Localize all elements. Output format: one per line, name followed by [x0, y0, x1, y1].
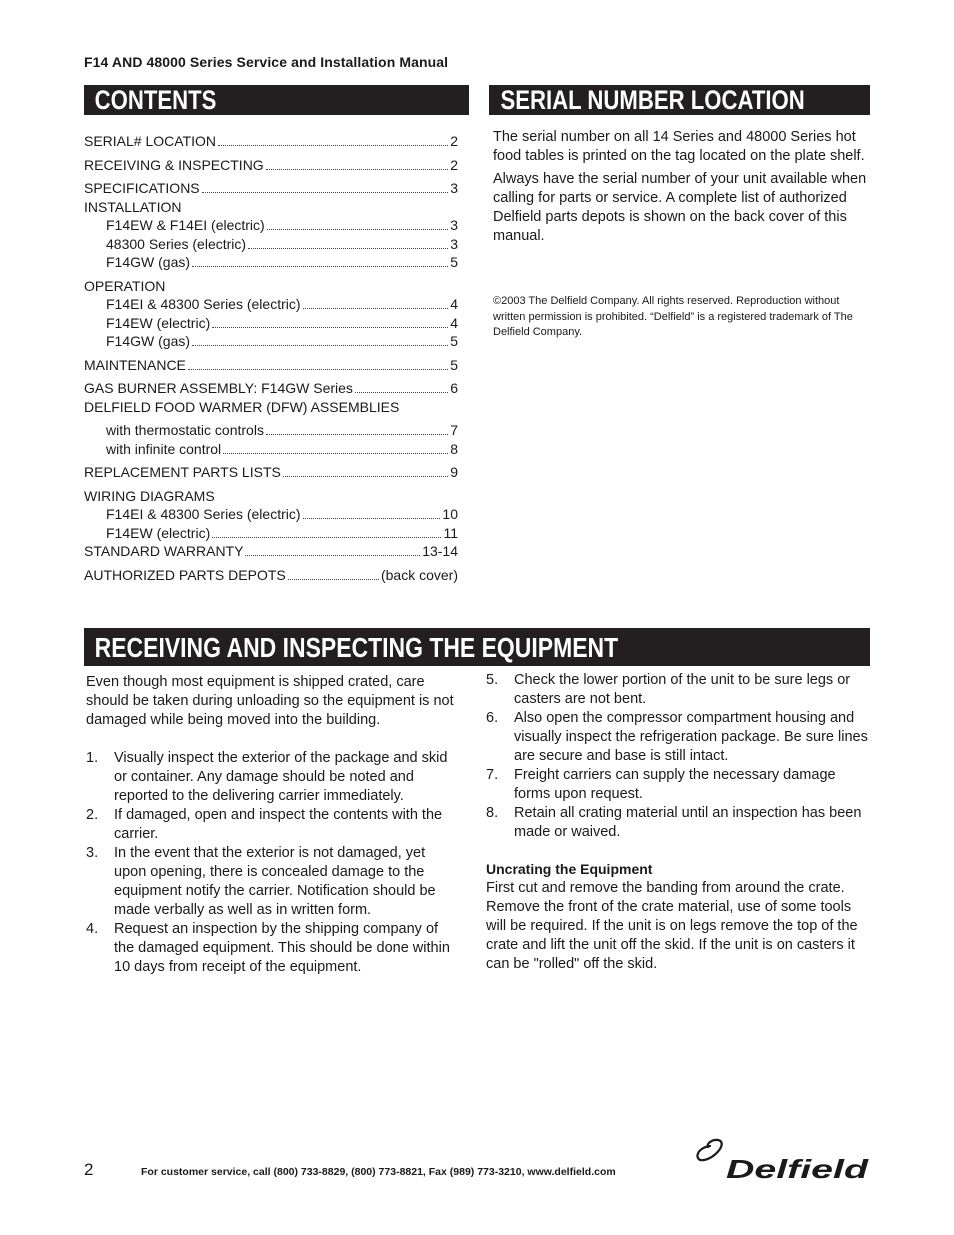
- inspection-step: 7. Freight carriers can supply the necessary damage forms upon request.: [486, 767, 836, 802]
- toc-entry[interactable]: STANDARD WARRANTY 13-14: [84, 543, 458, 559]
- inspection-step: 5. Check the lower portion of the unit to be sure legs or casters are not bent.: [486, 672, 851, 707]
- inspection-step: 8. Retain all crating material until an inspection has been made or waived.: [486, 805, 862, 840]
- toc-entry[interactable]: F14EW (electric) 4: [106, 314, 458, 331]
- toc-entry[interactable]: F14EI & 48300 Series (electric) 10: [106, 506, 458, 522]
- inspection-step: 2. If damaged, open and inspect the contents with the carrier.: [86, 807, 443, 842]
- toc-entry[interactable]: SPECIFICATIONS 3: [84, 180, 458, 196]
- toc-entry[interactable]: F14EI & 48300 Series (electric) 4: [106, 296, 458, 312]
- inspection-step: 1. Visually inspect the exterior of the package and skid or container. Any damage should be noted and reported to the delivering carrier immediately.: [86, 750, 448, 804]
- contents-heading-bar: [84, 85, 469, 115]
- toc-section-heading: DELFIELD FOOD WARMER (DFW) ASSEMBLIES: [84, 398, 400, 415]
- delfield-logo: [690, 1138, 872, 1186]
- serial-paragraph-2: Always have the serial number of your unit available when calling for parts or service. A complete list of authorized Delfield parts depots is shown on the back cover of this manual.: [493, 171, 867, 244]
- customer-service-line: For customer service, call (800) 733-8829, (800) 773-8821, Fax (989) 773-3210, www.delfield.com: [141, 1166, 616, 1178]
- toc-entry[interactable]: SERIAL# LOCATION 2: [84, 133, 458, 149]
- receiving-right-column: [486, 671, 871, 974]
- toc-entry[interactable]: F14GW (gas) 5: [106, 333, 458, 349]
- toc-entry[interactable]: F14EW (electric) 11: [106, 524, 458, 541]
- uncrating-text: First cut and remove the banding from around the crate. Remove the front of the crate material, use of some tools will be required. If the unit is on legs remove the top of the crate and lift the unit off the skid. If the unit is on casters it can be "rolled" off the skid.: [486, 880, 858, 972]
- inspection-step: 4. Request an inspection by the shipping company of the damaged equipment. This should be done within 10 days from receipt of the equipment.: [86, 921, 450, 975]
- receiving-heading-bar: [84, 628, 870, 666]
- toc-section-heading: OPERATION: [84, 277, 166, 294]
- toc-section-heading: INSTALLATION: [84, 198, 182, 215]
- uncrating-heading: Uncrating the Equipment: [486, 861, 653, 877]
- serial-heading-bar: [489, 85, 870, 115]
- table-of-contents: [84, 132, 458, 584]
- toc-entry[interactable]: MAINTENANCE 5: [84, 356, 458, 373]
- serial-section-body: [493, 128, 873, 250]
- manual-title: F14 AND 48000 Series Service and Installation Manual: [84, 54, 449, 70]
- receiving-left-column: [86, 673, 461, 977]
- toc-entry[interactable]: with infinite control 8: [106, 440, 458, 457]
- toc-entry[interactable]: 48300 Series (electric) 3: [106, 235, 458, 252]
- toc-entry[interactable]: with thermostatic controls 7: [106, 422, 458, 438]
- toc-entry[interactable]: F14EW & F14EI (electric) 3: [106, 217, 458, 233]
- receiving-heading: RECEIVING AND INSPECTING THE EQUIPMENT: [94, 632, 619, 663]
- serial-paragraph-1: The serial number on all 14 Series and 48000 Series hot food tables is printed on the tag located on the plate shelf.: [493, 129, 865, 164]
- inspection-step: 3. In the event that the exterior is not damaged, yet upon opening, there is concealed damage to the equipment notify the carrier. Notification should be made verbally as well as in written form.: [86, 845, 436, 918]
- serial-heading: SERIAL NUMBER LOCATION: [500, 85, 805, 115]
- toc-entry[interactable]: AUTHORIZED PARTS DEPOTS (back cover): [84, 566, 458, 583]
- toc-entry[interactable]: F14GW (gas) 5: [106, 254, 458, 270]
- toc-entry[interactable]: RECEIVING & INSPECTING 2: [84, 156, 458, 173]
- page-number: 2: [84, 1160, 94, 1179]
- copyright-notice: ©2003 The Delfield Company. All rights reserved. Reproduction without written permission is prohibited. “Delfield” is a registered trademark of The Delfield Company.: [493, 295, 853, 338]
- inspection-step: 6. Also open the compressor compartment housing and visually inspect the refrigeration package. Be sure lines are secure and base is still intact.: [486, 710, 868, 764]
- toc-entry[interactable]: GAS BURNER ASSEMBLY: F14GW Series 6: [84, 380, 458, 396]
- receiving-intro: Even though most equipment is shipped crated, care should be taken during unloading so the equipment is not damaged while being moved into the building.: [86, 674, 454, 728]
- svg-text:Delfield: Delfield: [726, 1154, 870, 1184]
- toc-section-heading: WIRING DIAGRAMS: [84, 487, 215, 504]
- toc-entry[interactable]: REPLACEMENT PARTS LISTS 9: [84, 464, 458, 480]
- contents-heading: CONTENTS: [94, 85, 217, 115]
